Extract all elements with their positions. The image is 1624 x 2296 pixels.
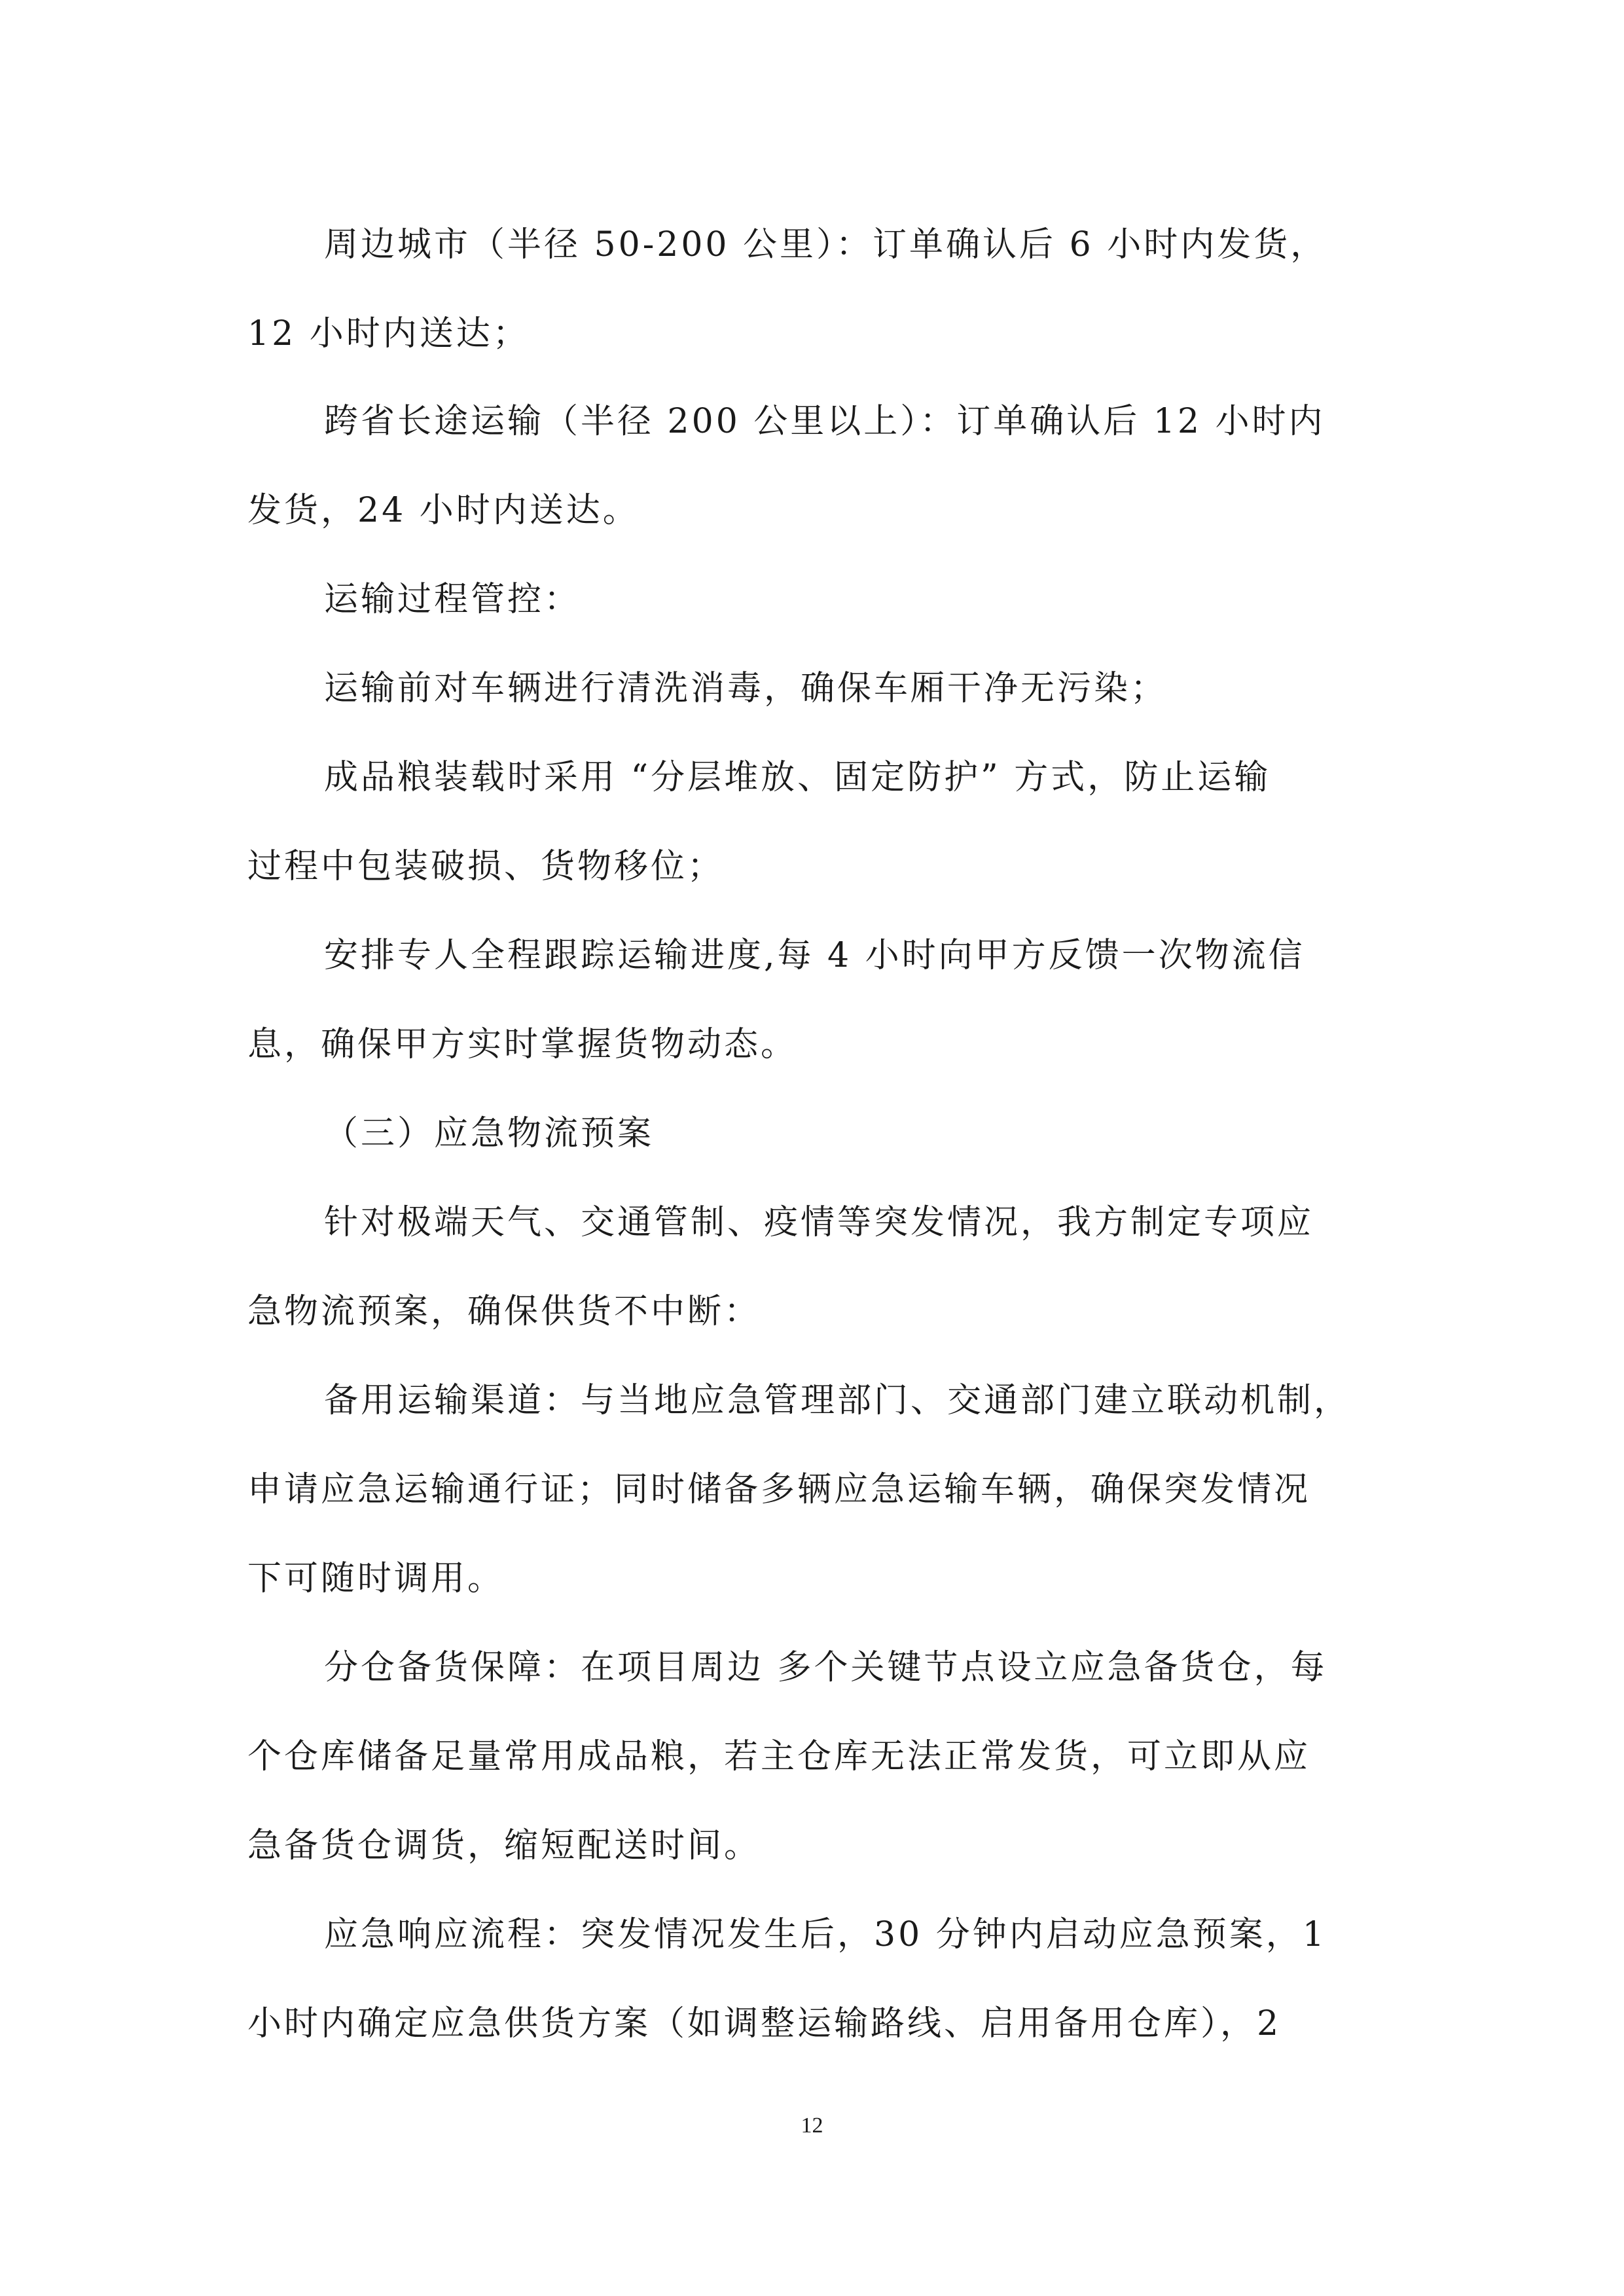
body-line: 成品粮装载时采用 “分层堆放、固定防护” 方式，防止运输 [324,758,1271,797]
body-line: 运输过程管控： [324,580,581,619]
body-line: 息，确保甲方实时掌握货物动态。 [247,1025,798,1064]
section-heading: （三）应急物流预案 [324,1114,655,1153]
body-line: 个仓库储备足量常用成品粮，若主仓库无法正常发货，可立即从应 [247,1737,1311,1776]
body-line: 安排专人全程跟踪运输进度,每 4 小时向甲方反馈一次物流信 [324,936,1305,975]
body-line: 下可随时调用。 [247,1559,505,1598]
body-line: 跨省长途运输（半径 200 公里以上）：订单确认后 12 小时内 [324,402,1326,441]
body-line: 针对极端天气、交通管制、疫情等突发情况，我方制定专项应 [324,1203,1314,1242]
body-line: 急备货仓调货，缩短配送时间。 [247,1826,761,1865]
body-line: 分仓备货保障：在项目周边 多个关键节点设立应急备货仓，每 [324,1648,1327,1687]
body-line: 应急响应流程：突发情况发生后，30 分钟内启动应急预案，1 [324,1915,1327,1954]
body-line: 周边城市（半径 50-200 公里）：订单确认后 6 小时内发货， [324,225,1327,264]
page-number: 12 [801,2113,823,2138]
body-line: 12 小时内送达； [247,314,530,353]
body-line: 备用运输渠道：与当地应急管理部门、交通部门建立联动机制， [324,1381,1351,1420]
body-line: 急物流预案，确保供货不中断： [247,1292,761,1331]
body-line: 小时内确定应急供货方案（如调整运输路线、启用备用仓库），2 [247,2004,1282,2043]
body-line: 过程中包装破损、货物移位； [247,847,725,886]
body-line: 申请应急运输通行证；同时储备多辆应急运输车辆，确保突发情况 [247,1470,1311,1509]
body-line: 发货，24 小时内送达。 [247,491,640,530]
body-line: 运输前对车辆进行清洗消毒，确保车厢干净无污染； [324,669,1168,708]
